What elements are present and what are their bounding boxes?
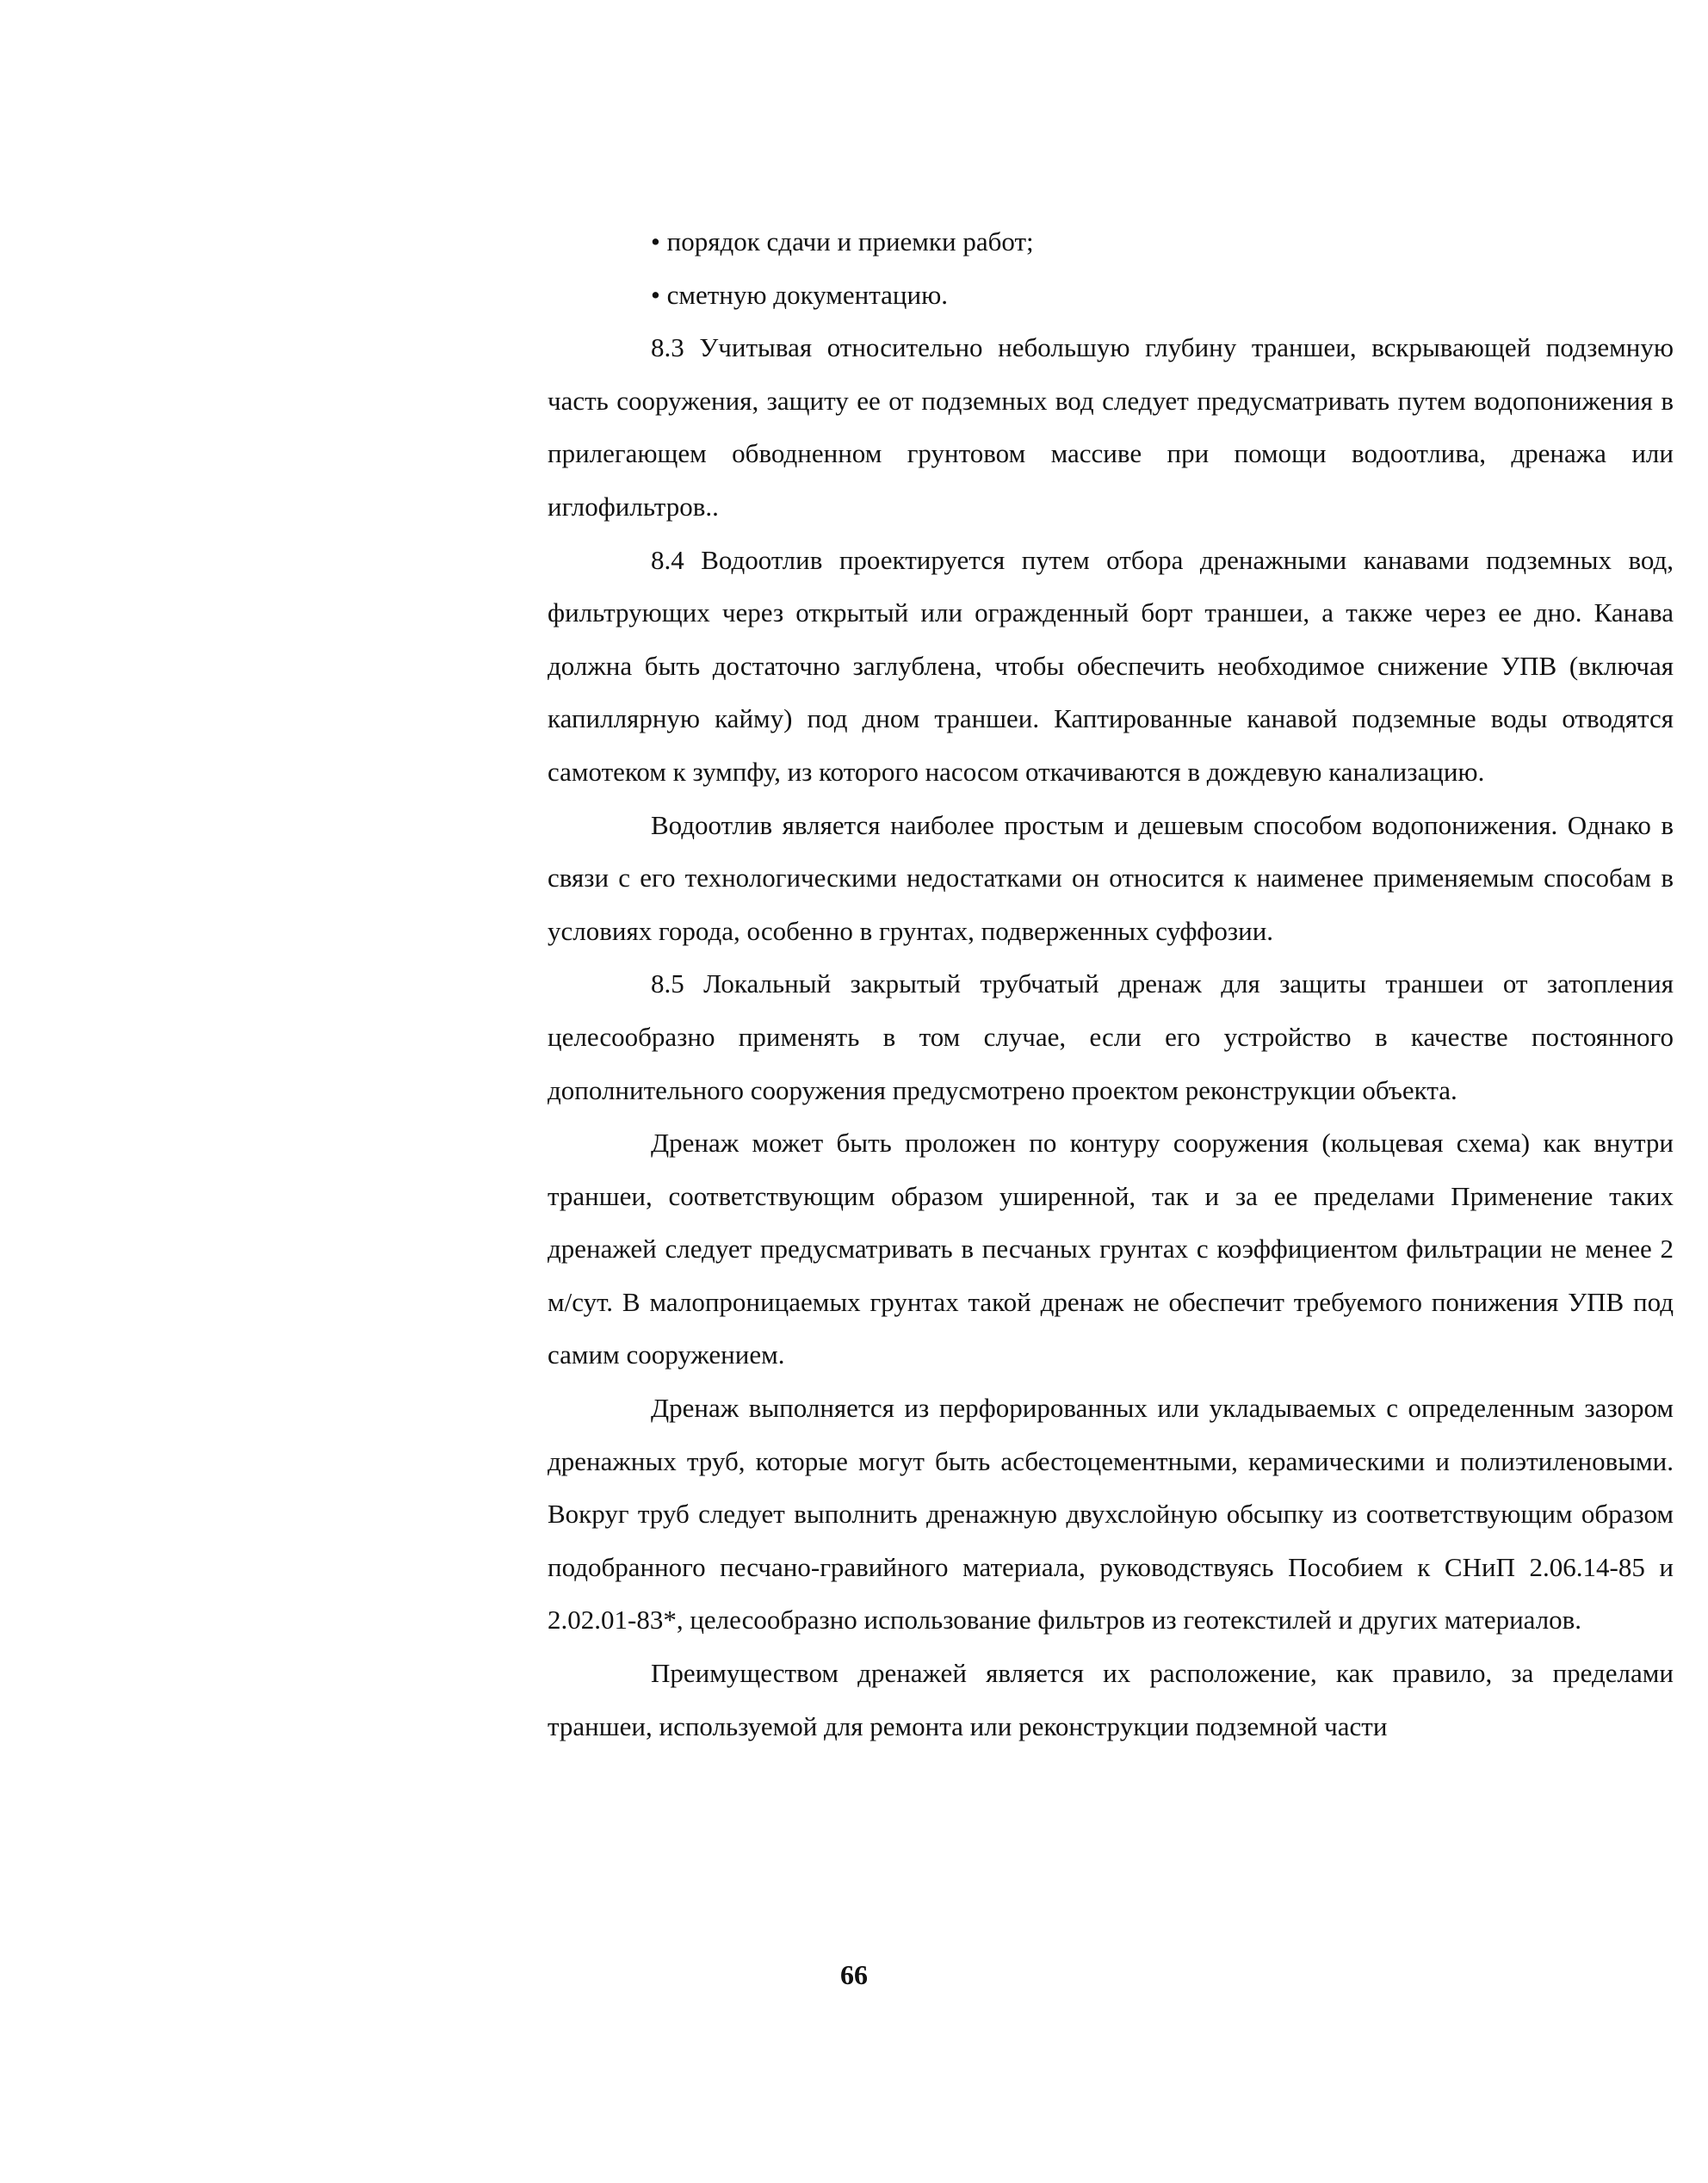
paragraph-drain-contour: Дренаж может быть проложен по контуру сооружения (кольцевая схема) как внутри траншеи, соответствующим образом уширенной, так и за ее пределами Применение таких дренажей следует предусматривать в песчаных грунтах с коэффициентом фильтрации не менее 2 м/сут. В малопроницаемых грунтах такой дренаж не обеспечит требуемого понижения УПВ под самим сооружением. [548,1128,1674,1370]
bullet-item: • порядок сдачи и приемки работ; [548,215,1674,269]
paragraph-drain-advantage: Преимуществом дренажей является их расположение, как правило, за пределами траншеи, используемой для ремонта или реконструкции подземной части [548,1658,1674,1741]
paragraph-8-5: 8.5 Локальный закрытый трубчатый дренаж для защиты траншеи от затопления целесообразно применять в том случае, если его устройство в качестве постоянного дополнительного сооружения предусмотрено проектом реконструкции объекта. [548,968,1674,1105]
page-number: 66 [840,1959,868,1990]
body-text [548,215,1674,1753]
paragraph-8-4: 8.4 Водоотлив проектируется путем отбора дренажными канавами подземных вод, фильтрующих через открытый или огражденный борт траншеи, а также через ее дно. Канава должна быть достаточно заглублена, чтобы обеспечить необходимое снижение УПВ (включая капиллярную кайму) под дном траншеи. Каптированные канавой подземные воды отводятся самотеком к зумпфу, из которого насосом откачиваются в дождевую канализацию. [548,544,1674,787]
bullet-item: • сметную документацию. [548,269,1674,322]
paragraph-8-3: 8.3 Учитывая относительно небольшую глубину траншеи, вскрывающей подземную часть сооружения, защиту ее от подземных вод следует предусматривать путем водопонижения в прилегающем обводненном грунтовом массиве при помощи водоотлива, дренажа или иглофильтров.. [548,332,1674,522]
paragraph-drain-pipes: Дренаж выполняется из перфорированных или укладываемых с определенным зазором дренажных труб, которые могут быть асбестоцементными, керамическими и полиэтиленовыми. Вокруг труб следует выполнить дренажную двухслойную обсыпку из соответствующим образом подобранного песчано-гравийного материала, руководствуясь Пособием к СНиП 2.06.14-85 и 2.02.01-83*, целесообразно использование фильтров из геотекстилей и других материалов. [548,1393,1674,1636]
paragraph-water-removal: Водоотлив является наиболее простым и дешевым способом водопонижения. Однако в связи с его технологическими недостатками он относится к наименее применяемым способам в условиях города, особенно в грунтах, подверженных суффозии. [548,809,1674,946]
